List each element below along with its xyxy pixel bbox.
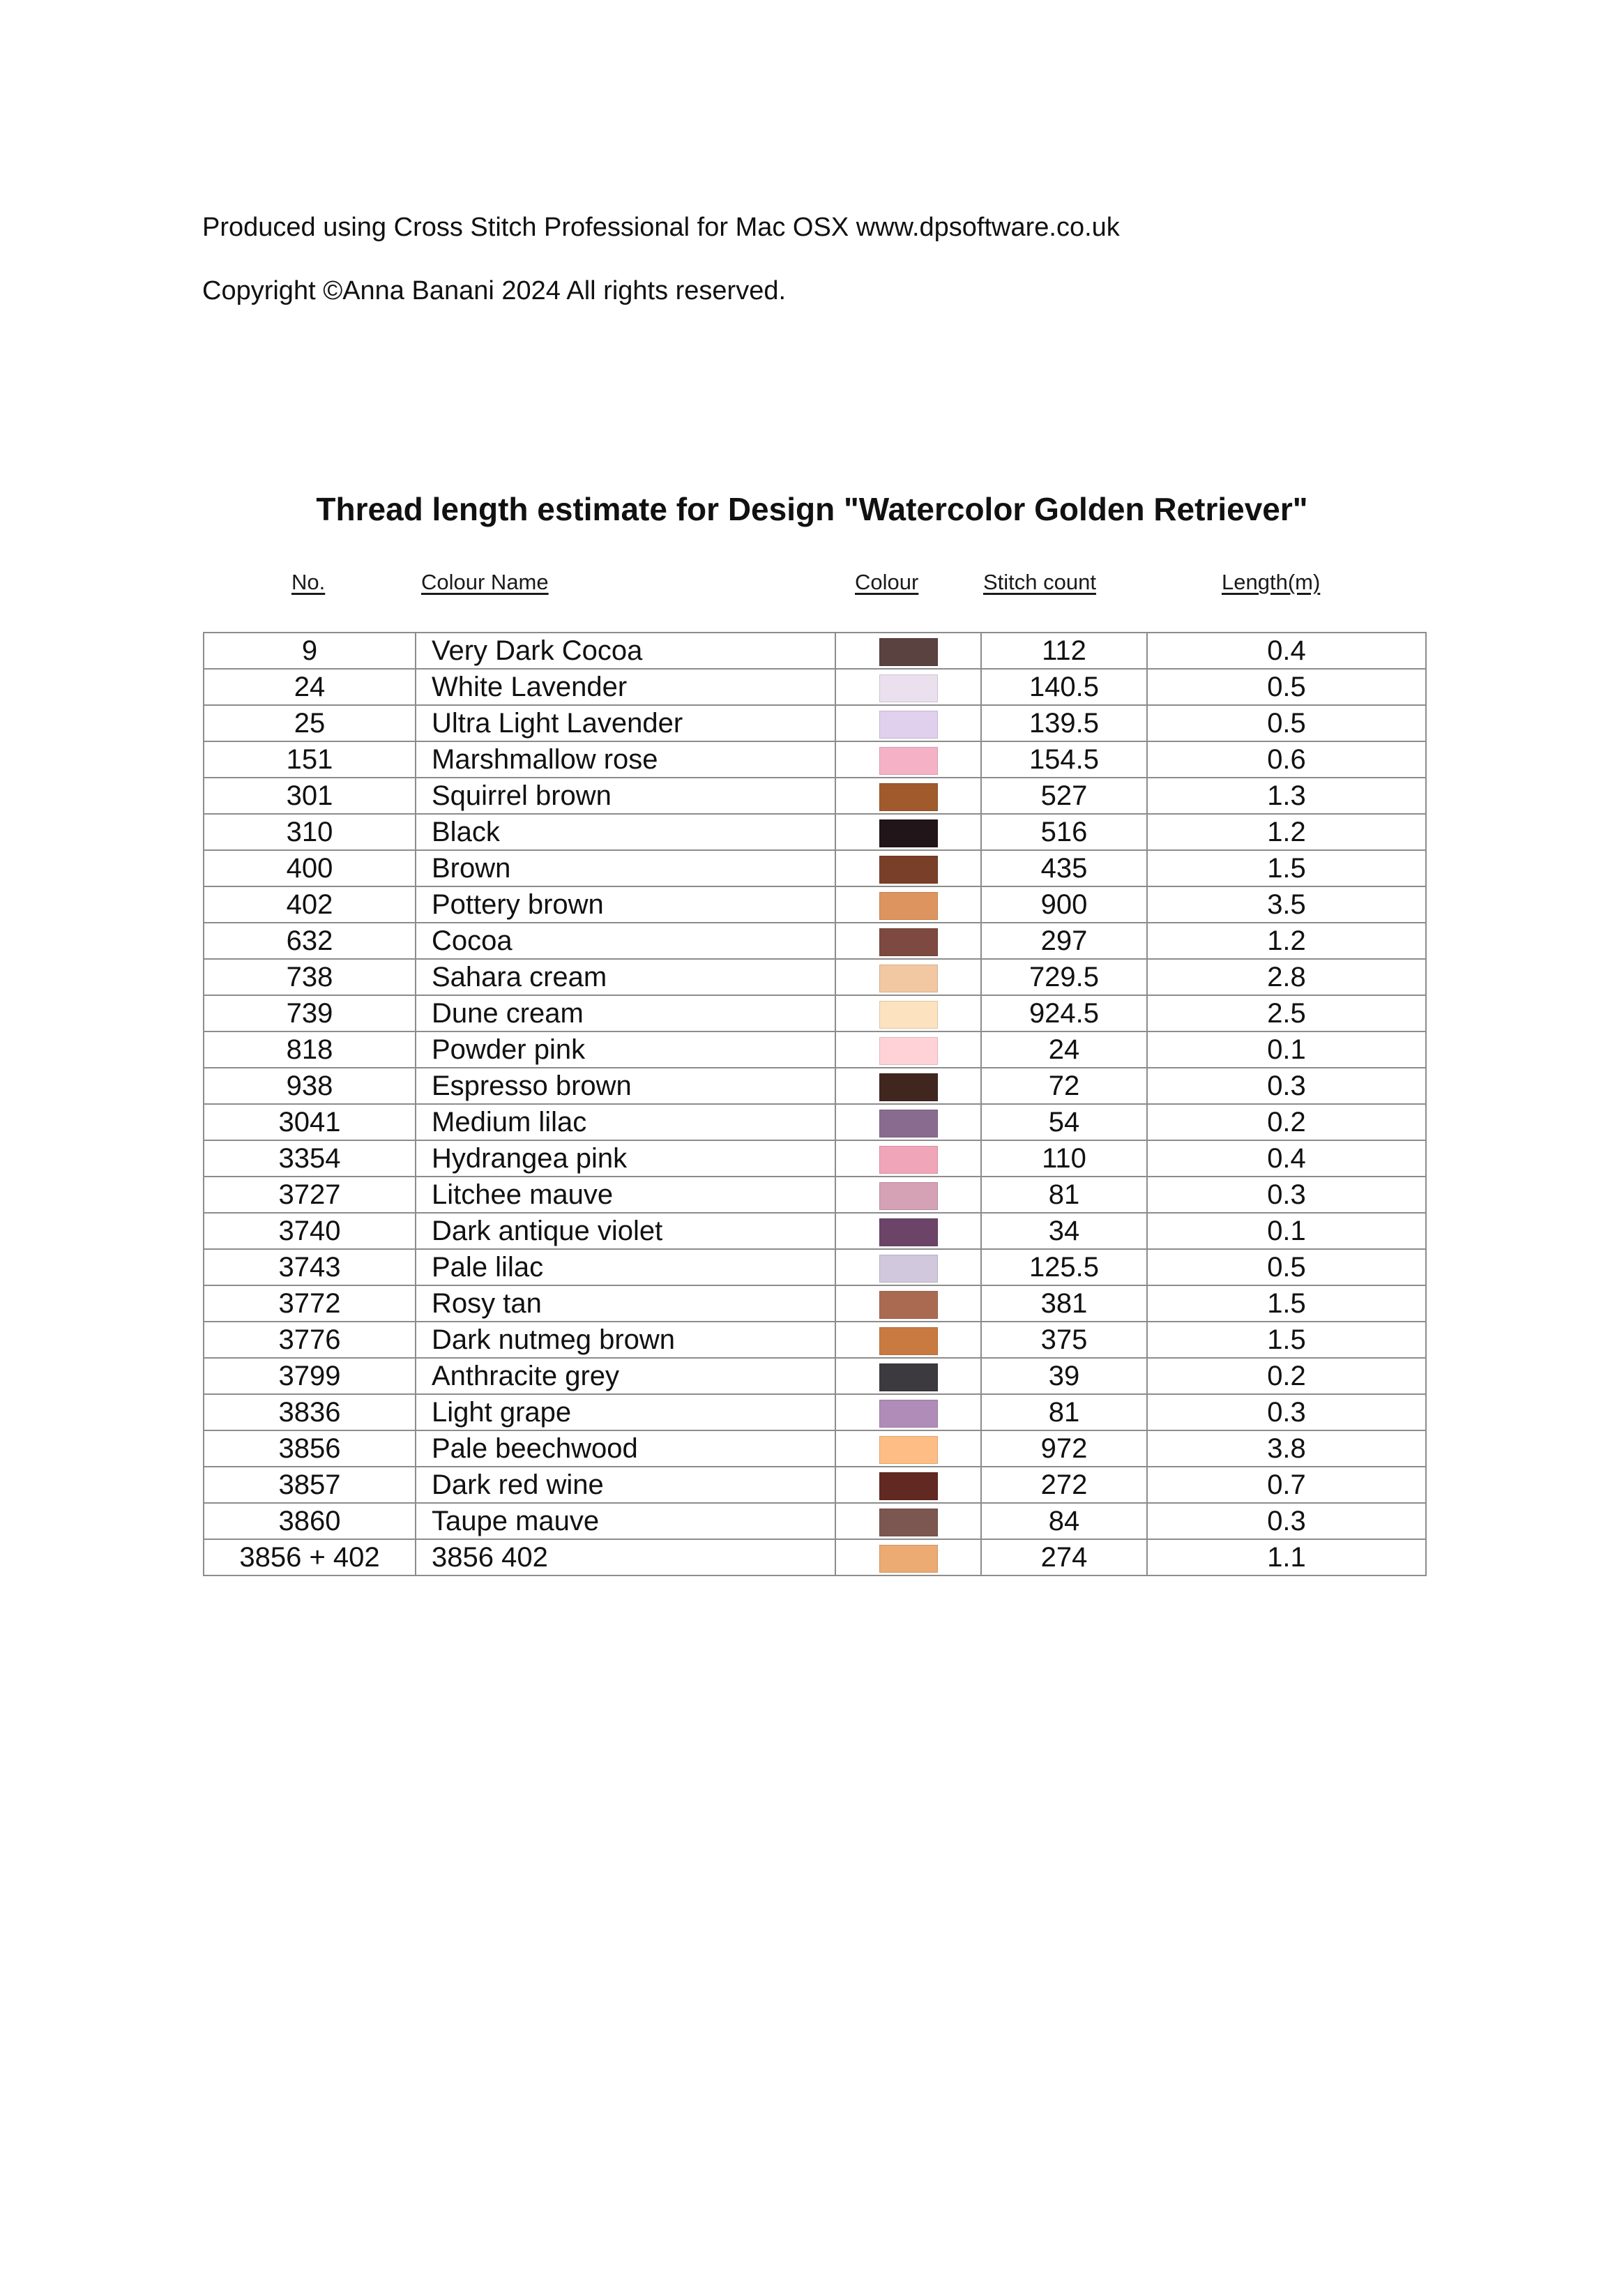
stitch-count-cell: 274 (981, 1539, 1147, 1575)
colour-name-cell: 3856 402 (416, 1539, 835, 1575)
colour-cell (835, 1285, 981, 1322)
stitch-count-cell: 297 (981, 923, 1147, 959)
table-row (204, 886, 1426, 923)
thread-number-cell: 402 (204, 886, 416, 923)
colour-name-cell: Hydrangea pink (416, 1140, 835, 1177)
thread-number-cell: 3041 (204, 1104, 416, 1140)
colour-name-cell: Pale beechwood (416, 1430, 835, 1467)
colour-swatch (879, 819, 938, 847)
table-row (204, 741, 1426, 778)
length-cell: 0.3 (1147, 1177, 1426, 1213)
table-row (204, 959, 1426, 995)
colour-cell (835, 1503, 981, 1539)
colour-swatch (879, 1110, 938, 1138)
table-row (204, 1394, 1426, 1430)
colour-swatch (879, 1400, 938, 1428)
colour-name-cell: Rosy tan (416, 1285, 835, 1322)
length-cell: 0.5 (1147, 1249, 1426, 1285)
colour-name-cell: Very Dark Cocoa (416, 633, 835, 669)
colour-swatch (879, 783, 938, 811)
colour-cell (835, 1068, 981, 1104)
colour-name-cell: Black (416, 814, 835, 850)
colour-name-cell: Anthracite grey (416, 1358, 835, 1394)
colour-cell (835, 886, 981, 923)
thread-number-cell: 3860 (204, 1503, 416, 1539)
table-row (204, 995, 1426, 1031)
length-cell: 0.2 (1147, 1358, 1426, 1394)
length-cell: 1.2 (1147, 814, 1426, 850)
length-cell: 2.5 (1147, 995, 1426, 1031)
length-cell: 0.3 (1147, 1503, 1426, 1539)
colour-cell (835, 741, 981, 778)
thread-number-cell: 818 (204, 1031, 416, 1068)
thread-number-cell: 3727 (204, 1177, 416, 1213)
table-row (204, 1177, 1426, 1213)
colour-name-cell: Dark nutmeg brown (416, 1322, 835, 1358)
colour-cell (835, 995, 981, 1031)
stitch-count-cell: 84 (981, 1503, 1147, 1539)
stitch-count-cell: 729.5 (981, 959, 1147, 995)
colour-cell (835, 705, 981, 741)
stitch-count-cell: 81 (981, 1394, 1147, 1430)
colour-name-cell: Dark antique violet (416, 1213, 835, 1249)
thread-table-body (204, 633, 1426, 1575)
thread-number-cell: 739 (204, 995, 416, 1031)
table-row (204, 1249, 1426, 1285)
length-cell: 1.5 (1147, 1285, 1426, 1322)
colour-name-cell: Dark red wine (416, 1467, 835, 1503)
colour-swatch (879, 1509, 938, 1536)
stitch-count-cell: 381 (981, 1285, 1147, 1322)
stitch-count-cell: 900 (981, 886, 1147, 923)
thread-number-cell: 3799 (204, 1358, 416, 1394)
table-row (204, 1213, 1426, 1249)
table-row (204, 850, 1426, 886)
table-row (204, 705, 1426, 741)
colour-swatch (879, 1001, 938, 1029)
table-row (204, 1503, 1426, 1539)
colour-name-cell: Sahara cream (416, 959, 835, 995)
colour-cell (835, 1467, 981, 1503)
table-row (204, 1104, 1426, 1140)
colour-name-cell: Espresso brown (416, 1068, 835, 1104)
thread-number-cell: 3354 (204, 1140, 416, 1177)
table-row (204, 1031, 1426, 1068)
stitch-count-cell: 516 (981, 814, 1147, 850)
colour-swatch (879, 965, 938, 992)
table-row (204, 1539, 1426, 1575)
length-cell: 1.3 (1147, 778, 1426, 814)
colour-cell (835, 1104, 981, 1140)
table-row (204, 923, 1426, 959)
colour-cell (835, 1322, 981, 1358)
thread-number-cell: 938 (204, 1068, 416, 1104)
colour-swatch (879, 747, 938, 775)
thread-number-cell: 738 (204, 959, 416, 995)
colour-swatch (879, 1255, 938, 1283)
thread-number-cell: 3856 (204, 1430, 416, 1467)
colour-name-cell: Dune cream (416, 995, 835, 1031)
length-cell: 0.5 (1147, 669, 1426, 705)
length-cell: 1.2 (1147, 923, 1426, 959)
colour-name-cell: Ultra Light Lavender (416, 705, 835, 741)
thread-number-cell: 24 (204, 669, 416, 705)
length-cell: 2.8 (1147, 959, 1426, 995)
colour-name-cell: Litchee mauve (416, 1177, 835, 1213)
thread-number-cell: 3856 + 402 (204, 1539, 416, 1575)
table-row (204, 1467, 1426, 1503)
length-cell: 0.1 (1147, 1031, 1426, 1068)
colour-swatch (879, 674, 938, 702)
column-header-colour-name: Colour Name (421, 570, 549, 594)
length-cell: 0.3 (1147, 1068, 1426, 1104)
colour-name-cell: Pottery brown (416, 886, 835, 923)
colour-cell (835, 1249, 981, 1285)
stitch-count-cell: 125.5 (981, 1249, 1147, 1285)
thread-number-cell: 3857 (204, 1467, 416, 1503)
copyright-line: Copyright ©Anna Banani 2024 All rights reserved. (202, 276, 787, 305)
stitch-count-cell: 154.5 (981, 741, 1147, 778)
page-title: Thread length estimate for Design "Watercolor Golden Retriever" (316, 491, 1308, 527)
table-row (204, 633, 1426, 669)
stitch-count-cell: 112 (981, 633, 1147, 669)
column-header-length: Length(m) (1222, 570, 1321, 594)
colour-name-cell: Light grape (416, 1394, 835, 1430)
thread-number-cell: 3740 (204, 1213, 416, 1249)
thread-number-cell: 151 (204, 741, 416, 778)
length-cell: 0.3 (1147, 1394, 1426, 1430)
thread-number-cell: 632 (204, 923, 416, 959)
colour-cell (835, 1213, 981, 1249)
colour-cell (835, 1177, 981, 1213)
thread-number-cell: 3743 (204, 1249, 416, 1285)
table-row (204, 1430, 1426, 1467)
table-row (204, 1285, 1426, 1322)
stitch-count-cell: 54 (981, 1104, 1147, 1140)
thread-number-cell: 3836 (204, 1394, 416, 1430)
stitch-count-cell: 435 (981, 850, 1147, 886)
colour-swatch (879, 1327, 938, 1355)
thread-number-cell: 9 (204, 633, 416, 669)
colour-cell (835, 1140, 981, 1177)
length-cell: 0.2 (1147, 1104, 1426, 1140)
stitch-count-cell: 272 (981, 1467, 1147, 1503)
length-cell: 1.5 (1147, 850, 1426, 886)
table-row (204, 778, 1426, 814)
table-row (204, 1358, 1426, 1394)
table-row (204, 814, 1426, 850)
colour-cell (835, 923, 981, 959)
thread-number-cell: 400 (204, 850, 416, 886)
table-row (204, 1140, 1426, 1177)
thread-number-cell: 3772 (204, 1285, 416, 1322)
thread-number-cell: 25 (204, 705, 416, 741)
colour-name-cell: Taupe mauve (416, 1503, 835, 1539)
colour-name-cell: Cocoa (416, 923, 835, 959)
colour-cell (835, 1358, 981, 1394)
table-row (204, 1322, 1426, 1358)
colour-swatch (879, 1146, 938, 1174)
colour-cell (835, 959, 981, 995)
length-cell: 3.5 (1147, 886, 1426, 923)
colour-swatch (879, 711, 938, 739)
colour-cell (835, 1430, 981, 1467)
stitch-count-cell: 24 (981, 1031, 1147, 1068)
length-cell: 1.1 (1147, 1539, 1426, 1575)
length-cell: 0.5 (1147, 705, 1426, 741)
colour-swatch (879, 1436, 938, 1464)
thread-number-cell: 3776 (204, 1322, 416, 1358)
colour-cell (835, 814, 981, 850)
colour-swatch (879, 1545, 938, 1573)
colour-swatch (879, 856, 938, 884)
table-row (204, 1068, 1426, 1104)
colour-cell (835, 1539, 981, 1575)
stitch-count-cell: 39 (981, 1358, 1147, 1394)
column-header-colour: Colour (855, 570, 919, 594)
stitch-count-cell: 140.5 (981, 669, 1147, 705)
colour-swatch (879, 1218, 938, 1246)
length-cell: 0.6 (1147, 741, 1426, 778)
colour-cell (835, 1394, 981, 1430)
column-header-no: No. (291, 570, 326, 594)
colour-name-cell: Brown (416, 850, 835, 886)
colour-swatch (879, 1037, 938, 1065)
colour-swatch (879, 1472, 938, 1500)
colour-name-cell: Pale lilac (416, 1249, 835, 1285)
length-cell: 3.8 (1147, 1430, 1426, 1467)
colour-swatch (879, 928, 938, 956)
colour-swatch (879, 1182, 938, 1210)
colour-cell (835, 669, 981, 705)
colour-name-cell: Squirrel brown (416, 778, 835, 814)
colour-name-cell: White Lavender (416, 669, 835, 705)
stitch-count-cell: 972 (981, 1430, 1147, 1467)
stitch-count-cell: 34 (981, 1213, 1147, 1249)
produced-by-line: Produced using Cross Stitch Professional for Mac OSX www.dpsoftware.co.uk (202, 213, 1120, 242)
length-cell: 0.1 (1147, 1213, 1426, 1249)
length-cell: 1.5 (1147, 1322, 1426, 1358)
colour-name-cell: Medium lilac (416, 1104, 835, 1140)
colour-swatch (879, 1073, 938, 1101)
colour-swatch (879, 892, 938, 920)
column-header-stitch-count: Stitch count (983, 570, 1096, 594)
stitch-count-cell: 375 (981, 1322, 1147, 1358)
colour-swatch (879, 638, 938, 666)
thread-number-cell: 301 (204, 778, 416, 814)
colour-cell (835, 1031, 981, 1068)
stitch-count-cell: 110 (981, 1140, 1147, 1177)
colour-cell (835, 778, 981, 814)
colour-cell (835, 633, 981, 669)
colour-swatch (879, 1291, 938, 1319)
colour-cell (835, 850, 981, 886)
colour-swatch (879, 1363, 938, 1391)
length-cell: 0.4 (1147, 633, 1426, 669)
stitch-count-cell: 924.5 (981, 995, 1147, 1031)
stitch-count-cell: 72 (981, 1068, 1147, 1104)
thread-table (203, 632, 1427, 1576)
thread-number-cell: 310 (204, 814, 416, 850)
colour-name-cell: Marshmallow rose (416, 741, 835, 778)
colour-name-cell: Powder pink (416, 1031, 835, 1068)
length-cell: 0.4 (1147, 1140, 1426, 1177)
stitch-count-cell: 527 (981, 778, 1147, 814)
stitch-count-cell: 139.5 (981, 705, 1147, 741)
length-cell: 0.7 (1147, 1467, 1426, 1503)
table-row (204, 669, 1426, 705)
stitch-count-cell: 81 (981, 1177, 1147, 1213)
